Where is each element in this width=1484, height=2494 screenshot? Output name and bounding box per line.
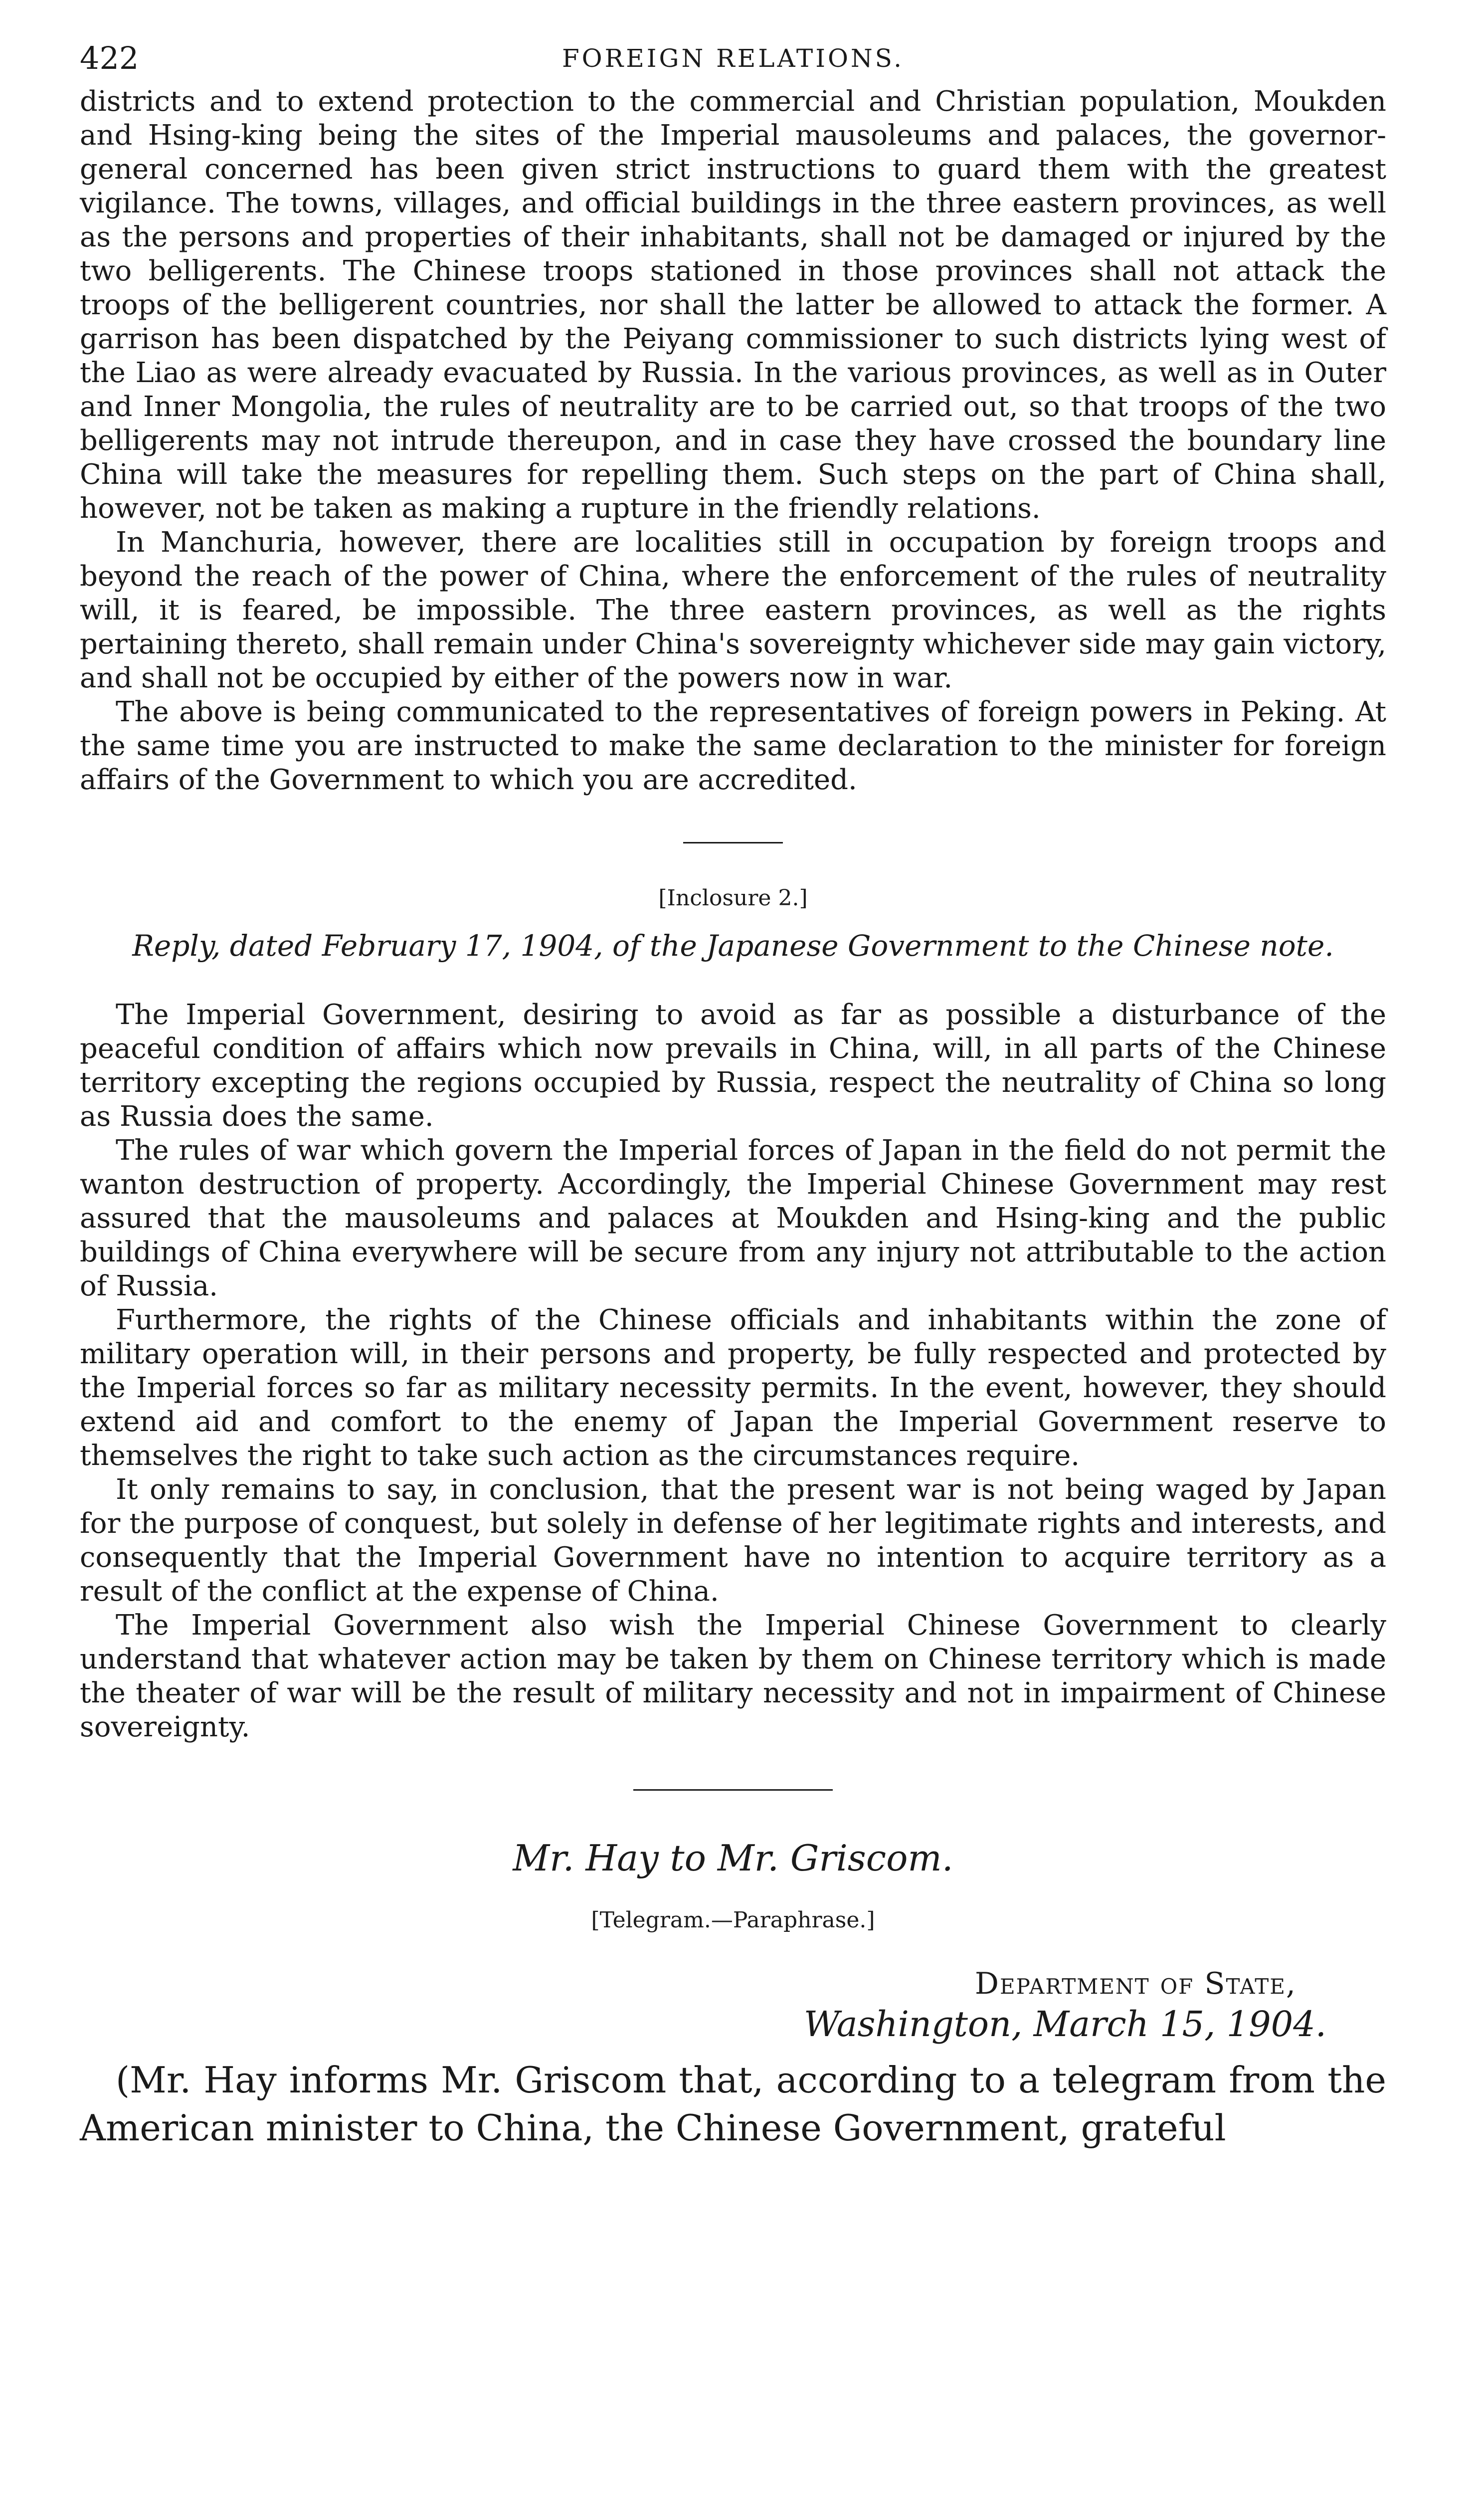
place-and-date: Washington, March 15, 1904.: [803, 2004, 1326, 2045]
letter-section: [80, 1836, 1386, 2152]
page-header: [80, 40, 1386, 85]
letter-subheading: [Telegram.—Paraphrase.]: [591, 1907, 875, 1933]
section-divider: [633, 1789, 833, 1791]
inclosure-paragraph: The Imperial Government, desiring to avoid as far as possible a disturbance of the peaceful condition of affairs which now prevails in China, will, in all parts of the Chinese territory excepting the regions occupied by Russia, respect the neutrality of China so long as Russia does the same.: [80, 999, 1386, 1133]
dateline: [80, 1965, 1386, 2046]
letter-heading: Mr. Hay to Mr. Griscom.: [513, 1837, 953, 1879]
department-name: Department of State,: [974, 1966, 1297, 2001]
running-head: FOREIGN RELATIONS.: [561, 44, 905, 73]
section-divider: [683, 842, 783, 843]
letter-opening-paragraph: (Mr. Hay informs Mr. Griscom that, according to a telegram from the American minister to China, the Chinese Government, grateful: [80, 2059, 1386, 2149]
inclosure-label: [Inclosure 2.]: [658, 885, 808, 911]
continued-note-text: [80, 85, 1386, 797]
document-page: [80, 40, 1386, 2188]
inclosure-paragraph: The Imperial Government also wish the Imperial Chinese Government to clearly understand that whatever action may be taken by them on Chinese territory which is made the theater of war will be the result of military necessity and not in impairment of Chinese sovereignty.: [80, 1609, 1386, 1743]
body-paragraph: districts and to extend protection to the commercial and Christian population, Moukden and Hsing-king being the sites of the Imperial mausoleums and palaces, the governor-general concerned has been given strict instructions to guard them with the greatest vigilance. The towns, villages, and official buildings in the three eastern provinces, as well as the persons and properties of their inhabitants, shall not be damaged or injured by the two belligerents. The Chinese troops stationed in those provinces shall not attack the troops of the belligerent countries, nor shall the latter be allowed to attack the former. A garrison has been dispatched by the Peiyang commissioner to such districts lying west of the Liao as were already evacuated by Russia. In the various provinces, as well as in Outer and Inner Mongolia, the rules of neutrality are to be carried out, so that troops of the two belligerents may not intrude thereupon, and in case they have crossed the boundary line China will take the measures for repelling them. Such steps on the part of China shall, however, not be taken as making a rupture in the friendly relations.: [80, 85, 1386, 525]
inclosure-paragraph: It only remains to say, in conclusion, that the present war is not being waged by Japan for the purpose of conquest, but solely in defense of her legitimate rights and interests, and consequently that the Imperial Government have no intention to acquire territory as a result of the conflict at the expense of China.: [80, 1473, 1386, 1608]
inclosure-section: [80, 883, 1386, 1744]
body-paragraph: In Manchuria, however, there are localities still in occupation by foreign troops and beyond the reach of the power of China, where the enforcement of the rules of neutrality will, it is feared, be impossible. The three eastern provinces, as well as the rights pertaining thereto, shall remain under China's sovereignty whichever side may gain victory, and shall not be occupied by either of the powers now in war.: [80, 526, 1386, 694]
inclosure-paragraph: The rules of war which govern the Imperial forces of Japan in the field do not permit the wanton destruction of property. Accordingly, the Imperial Chinese Government may rest assured that the mausoleums and palaces at Moukden and Hsing-king and the public buildings of China everywhere will be secure from any injury not attributable to the action of Russia.: [80, 1134, 1386, 1302]
body-paragraph: The above is being communicated to the representatives of foreign powers in Peking. At the same time you are instructed to make the same declaration to the minister for foreign affairs of the Government to which you are accredited.: [80, 696, 1386, 796]
inclosure-title: Reply, dated February 17, 1904, of the Japanese Government to the Chinese note.: [132, 929, 1334, 963]
page-number: 422: [80, 40, 139, 76]
inclosure-paragraph: Furthermore, the rights of the Chinese officials and inhabitants within the zone of military operation will, in their persons and property, be fully respected and protected by the Imperial forces so far as military necessity permits. In the event, however, they should extend aid and comfort to the enemy of Japan the Imperial Government reserve to themselves the right to take such action as the circumstances require.: [80, 1304, 1386, 1472]
